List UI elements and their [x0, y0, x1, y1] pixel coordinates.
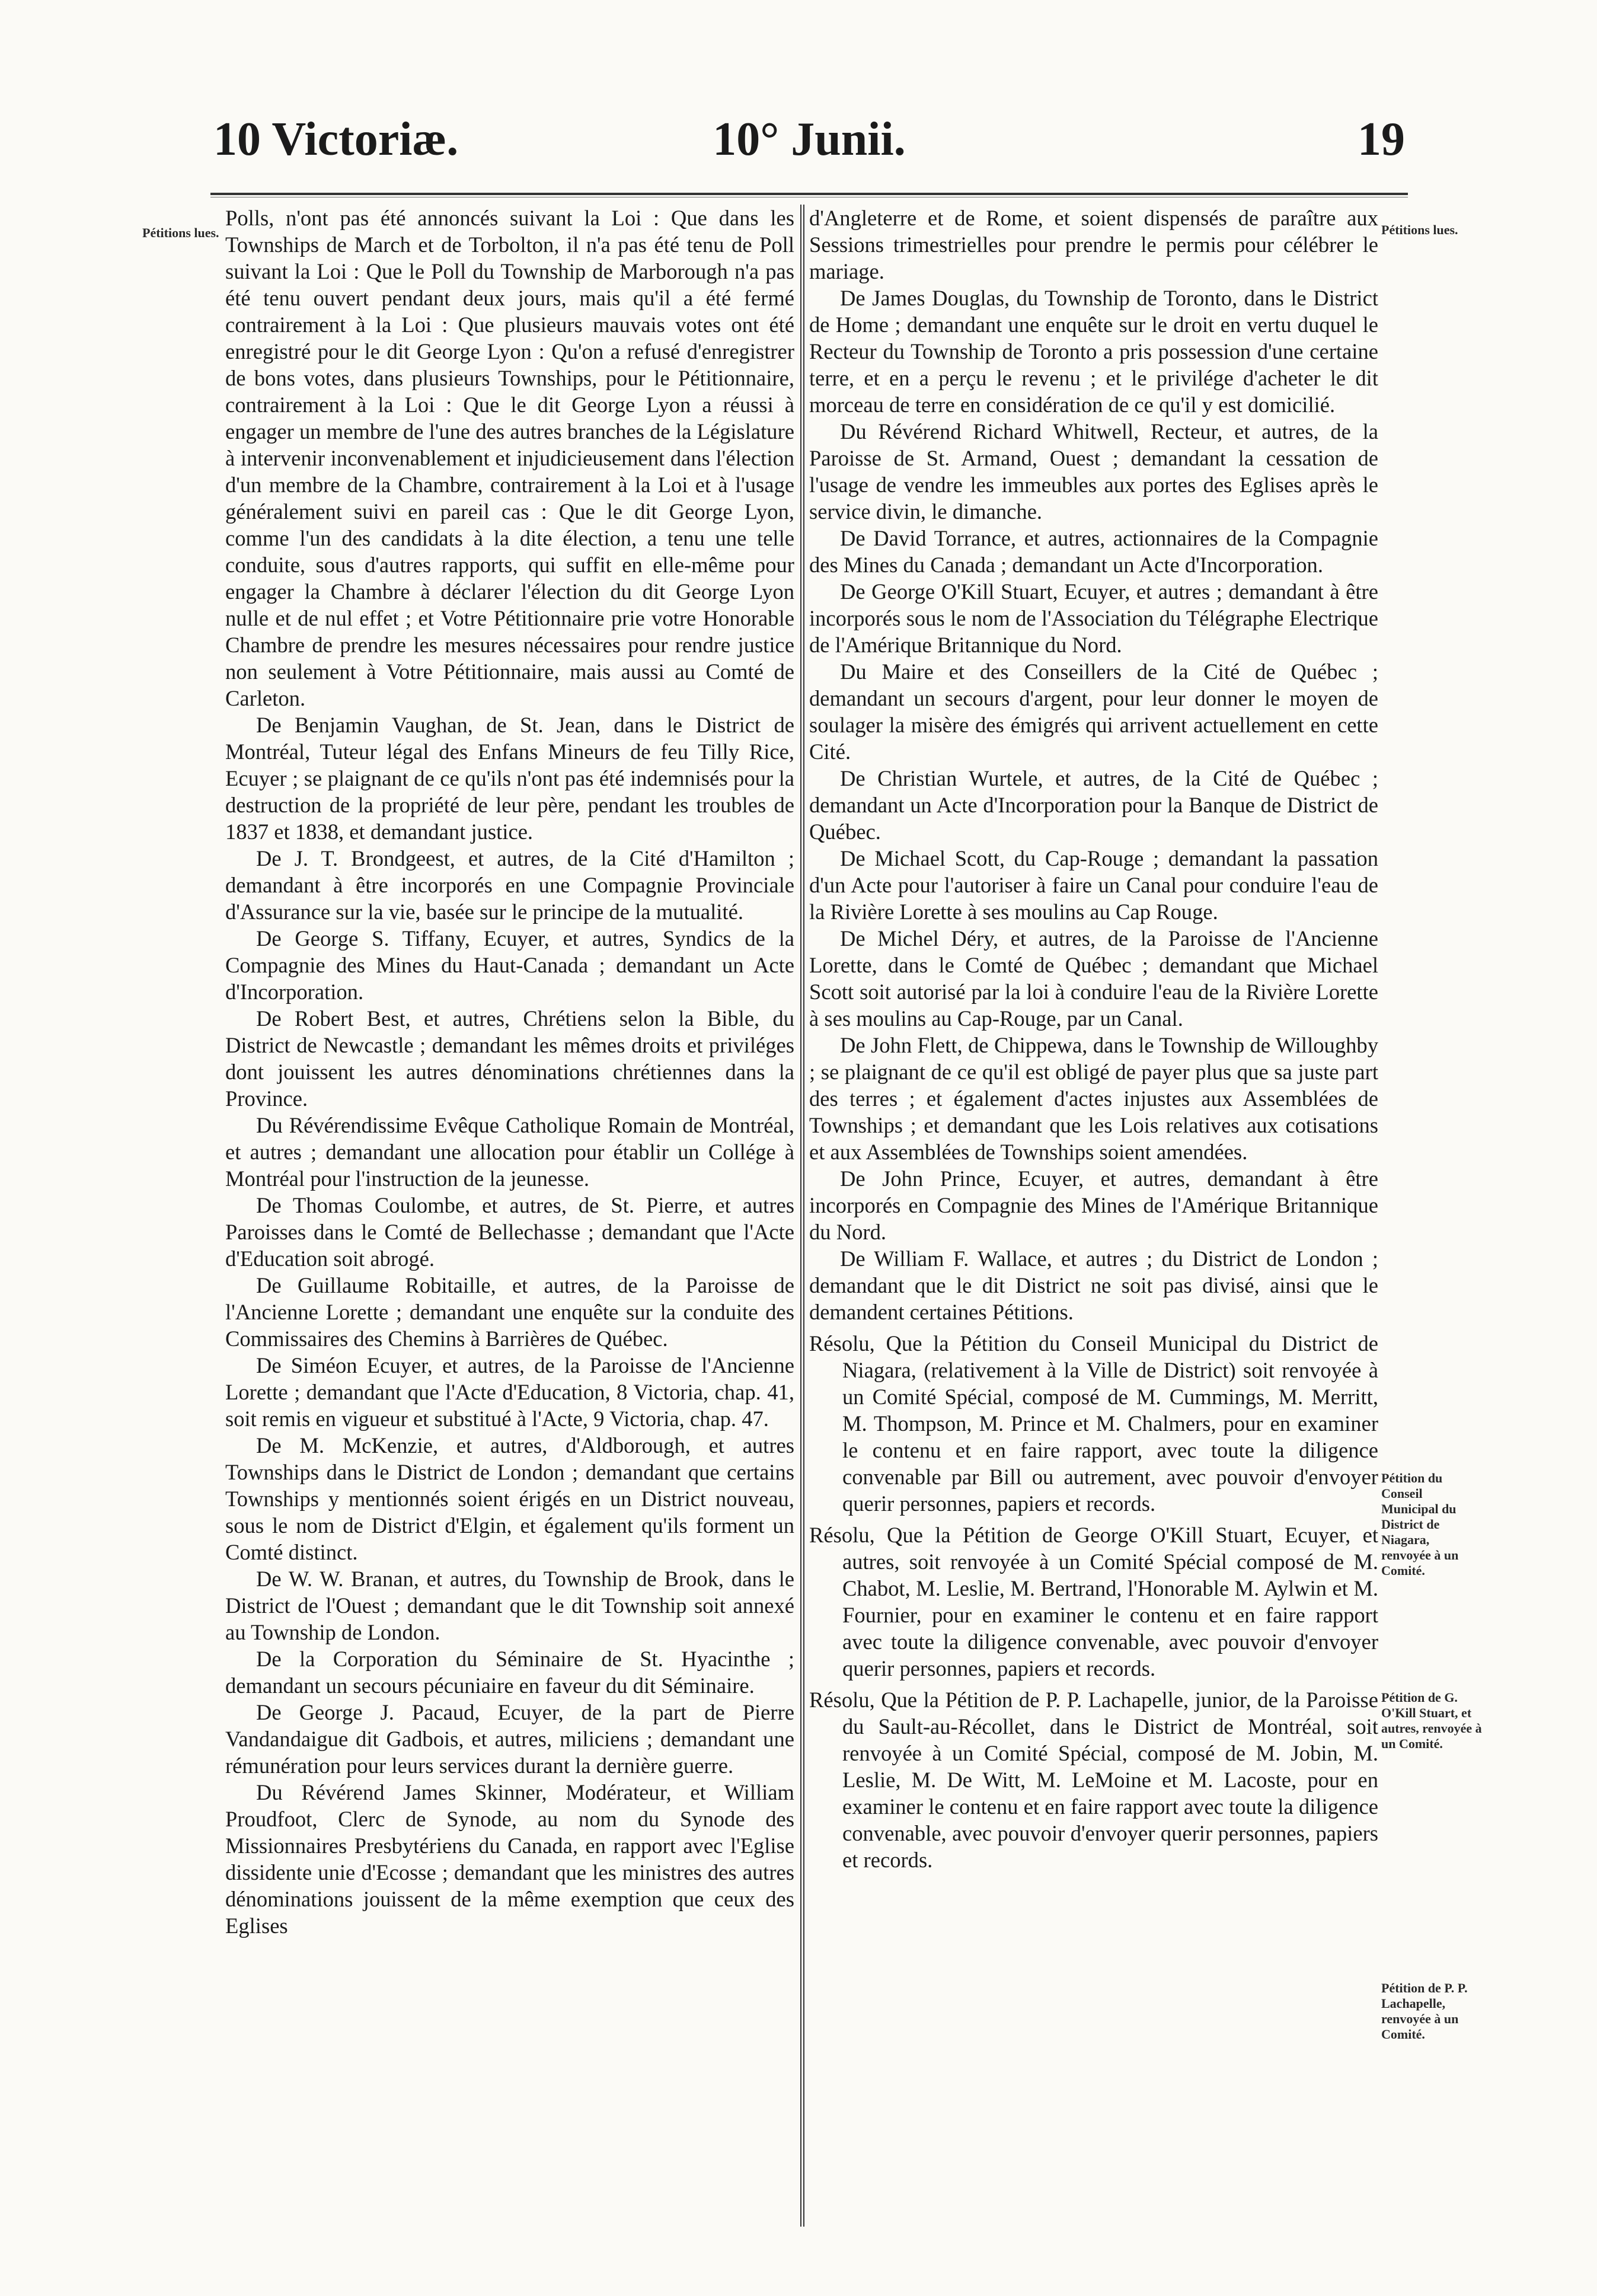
petition-entry: De David Torrance, et autres, actionnaires de la Compagnie des Mines du Canada ; demandant un Acte d'Incorporation. — [809, 526, 1378, 577]
petition-entry: Du Maire et des Conseillers de la Cité de Québec ; demandant un secours d'argent, pour leur donner le moyen de soulager la misère des émigrés qui arrivent actuellement en cette Cité. — [809, 659, 1378, 764]
margin-note-petitions-left: Pétitions lues. — [142, 225, 219, 240]
left-column — [225, 205, 794, 1939]
petition-entry: De John Prince, Ecuyer, et autres, demandant à être incorporés en Compagnie des Mines de l'Amérique Britannique du Nord. — [809, 1166, 1378, 1244]
petition-entry: De Guillaume Robitaille, et autres, de la Paroisse de l'Ancienne Lorette ; demandant une enquête sur la conduite des Commissaires des Chemins à Barrières de Québec. — [225, 1273, 794, 1351]
petition-entry: De Robert Best, et autres, Chrétiens selon la Bible, du District de Newcastle ; demandant les mêmes droits et priviléges dont jouissent les autres dénominations chrétiennes dans la Province. — [225, 1006, 794, 1111]
resolution-stuart: Résolu, Que la Pétition de George O'Kill Stuart, Ecuyer, et autres, soit renvoyée à un Comité Spécial composé de M. Chabot, M. Leslie, M. Bertrand, l'Honorable M. Aylwin et M. Fournier, pour en examiner le contenu et en faire rapport avec toute la diligence convenable, avec pouvoir d'envoyer querir personnes, papiers et records. — [809, 1523, 1378, 1680]
petition-entry: De Michael Scott, du Cap-Rouge ; demandant la passation d'un Acte pour l'autoriser à faire un Canal pour conduire l'eau de la Rivière Lorette à ses moulins au Cap Rouge. — [809, 846, 1378, 924]
margin-note-petitions-right: Pétitions lues. — [1381, 222, 1458, 237]
petition-entry: De Christian Wurtele, et autres, de la Cité de Québec ; demandant un Acte d'Incorporation pour la Banque de District de Québec. — [809, 766, 1378, 844]
petition-entry: De George O'Kill Stuart, Ecuyer, et autres ; demandant à être incorporés sous le nom de l'Association du Télégraphe Electrique de l'Amérique Britannique du Nord. — [809, 579, 1378, 657]
header-date: 10° Junii. — [713, 113, 906, 165]
header-rule — [210, 193, 1408, 195]
margin-note-lachapelle: Pétition de P. P. Lachapelle, renvoyée à un Comité. — [1381, 1981, 1468, 2042]
right-column — [809, 205, 1378, 1873]
petition-entry: De Michel Déry, et autres, de la Paroisse de l'Ancienne Lorette, dans le Comté de Québec ; demandant que Michael Scott soit autorisé par la loi à conduire l'eau de la Rivière Lorette à ses moulins au Cap-Rouge, par un Canal. — [809, 926, 1378, 1031]
petition-entry: Du Révérend Richard Whitwell, Recteur, et autres, de la Paroisse de St. Armand, Ouest ; demandant la cessation de l'usage de vendre les immeubles aux portes des Eglises après le service divin, le dimanche. — [809, 419, 1378, 524]
margin-note-niagara: Pétition du Conseil Municipal du District de Niagara, renvoyée à un Comité. — [1381, 1471, 1459, 1578]
petition-entry: Du Révérend James Skinner, Modérateur, et William Proudfoot, Clerc de Synode, au nom du Synode des Missionnaires Presbytériens du Canada, en rapport avec l'Eglise dissidente unie d'Ecosse ; demandant que les ministres des autres dénominations jouissent de la même exemption que ceux des Eglises — [225, 1780, 794, 1938]
petition-entry: De George S. Tiffany, Ecuyer, et autres, Syndics de la Compagnie des Mines du Haut-Canada ; demandant un Acte d'Incorporation. — [225, 926, 794, 1004]
petition-entry: De John Flett, de Chippewa, dans le Township de Willoughby ; se plaignant de ce qu'il est obligé de payer plus que sa juste part des terres ; et également d'actes injustes aux Assemblées de Townships ; et demandant que les Lois relatives aux cotisations et aux Assemblées de Townships soient amendées. — [809, 1033, 1378, 1164]
petition-entry: Polls, n'ont pas été annoncés suivant la Loi : Que dans les Townships de March et de Torbolton, il n'a pas été tenu de Poll suivant la Loi : Que le Poll du Township de Marborough n'a pas été tenu ouvert pendant deux jours, mais qu'il a été fermé contrairement à la Loi : Que plusieurs mauvais votes ont été enregistré pour le dit George Lyon : Qu'on a refusé d'enregistrer de bons votes, dans plusieurs Townships, pour le Pétitionnaire, contrairement à la Loi : Que le dit George Lyon a réussi à engager un membre de l'une des autres branches de la Législature à intervenir inconvenablement et injudicieusement dans l'élection d'un membre de la Chambre, contrairement à la Loi et à l'usage généralement suivi en pareil cas : Que le dit George Lyon, comme l'un des candidats à la dite élection, a tenu une telle conduite, sous d'autres rapports, qui suffit en elle-même pour engager la Chambre à déclarer l'élection du dit George Lyon nulle et de nul effet ; et Votre Pétitionnaire prie votre Honorable Chambre de prendre les mesures nécessaires pour rendre justice non seulement à Votre Pétitionnaire, mais aussi au Comté de Carleton. — [225, 206, 794, 710]
petition-entry: De William F. Wallace, et autres ; du District de London ; demandant que le dit District ne soit pas divisé, ainsi que le demandent certaines Pétitions. — [809, 1246, 1378, 1324]
header-regnal-year: 10 Victoriæ. — [213, 113, 459, 165]
page-number: 19 — [1358, 113, 1405, 165]
running-header — [213, 101, 1405, 178]
column-divider — [800, 205, 804, 2227]
resolution-niagara: Résolu, Que la Pétition du Conseil Municipal du District de Niagara, (relativement à la Ville de District) soit renvoyée à un Comité Spécial, composé de M. Cummings, M. Merritt, M. Thompson, M. Prince et M. Chalmers, pour en examiner le contenu et en faire rapport, avec toute la diligence convenable par Bill ou autrement, avec pouvoir d'envoyer querir personnes, papiers et records. — [809, 1331, 1378, 1516]
petition-entry: De Thomas Coulombe, et autres, de St. Pierre, et autres Paroisses dans le Comté de Bellechasse ; demandant que l'Acte d'Education soit abrogé. — [225, 1193, 794, 1271]
petition-entry: De la Corporation du Séminaire de St. Hyacinthe ; demandant un secours pécuniaire en faveur du dit Séminaire. — [225, 1647, 794, 1698]
petition-entry: De W. W. Branan, et autres, du Township de Brook, dans le District de l'Ouest ; demandant que le dit Township soit annexé au Township de London. — [225, 1567, 794, 1644]
petition-entry: Du Révérendissime Evêque Catholique Romain de Montréal, et autres ; demandant une allocation pour établir un Collége à Montréal pour l'instruction de la jeunesse. — [225, 1113, 794, 1191]
petition-entry: De Siméon Ecuyer, et autres, de la Paroisse de l'Ancienne Lorette ; demandant que l'Acte d'Education, 8 Victoria, chap. 41, soit remis en vigueur et substitué à l'Acte, 9 Victoria, chap. 47. — [225, 1353, 794, 1431]
petition-entry: De J. T. Brondgeest, et autres, de la Cité d'Hamilton ; demandant à être incorporés en une Compagnie Provinciale d'Assurance sur la vie, basée sur le principe de la mutualité. — [225, 846, 794, 924]
margin-note-stuart: Pétition de G. O'Kill Stuart, et autres, renvoyée à un Comité. — [1381, 1690, 1482, 1751]
petition-entry: De M. McKenzie, et autres, d'Aldborough, et autres Townships dans le District de London ; demandant que certains Townships y mentionnés soient érigés en un District nouveau, sous le nom de District d'Elgin, et également qu'ils forment un Comté distinct. — [225, 1433, 794, 1564]
petition-entry: De Benjamin Vaughan, de St. Jean, dans le District de Montréal, Tuteur légal des Enfans Mineurs de feu Tilly Rice, Ecuyer ; se plaignant de ce qu'ils n'ont pas été indemnisés pour la destruction de la propriété de leur père, pendant les troubles de 1837 et 1838, et demandant justice. — [225, 713, 794, 844]
petition-entry: De James Douglas, du Township de Toronto, dans le District de Home ; demandant une enquête sur le droit en vertu duquel le Recteur du Township de Toronto a pris possession d'une certaine terre, et en a perçu le revenu ; et le privilége d'acheter le dit morceau de terre en considération de ce qu'il y est domicilié. — [809, 286, 1378, 417]
petition-entry: De George J. Pacaud, Ecuyer, de la part de Pierre Vandandaigue dit Gadbois, et autres, miliciens ; demandant une rémunération pour leurs services durant la dernière guerre. — [225, 1700, 794, 1778]
petition-entry: d'Angleterre et de Rome, et soient dispensés de paraître aux Sessions trimestrielles pour prendre le permis pour célébrer le mariage. — [809, 206, 1378, 283]
resolution-lachapelle: Résolu, Que la Pétition de P. P. Lachapelle, junior, de la Paroisse du Sault-au-Récollet, dans le District de Montréal, soit renvoyée à un Comité Spécial, composé de M. Jobin, M. Leslie, M. De Witt, M. LeMoine et M. Lacoste, pour en examiner le contenu et en faire rapport avec toute la diligence convenable, avec pouvoir d'envoyer querir personnes, papiers et records. — [809, 1688, 1378, 1872]
